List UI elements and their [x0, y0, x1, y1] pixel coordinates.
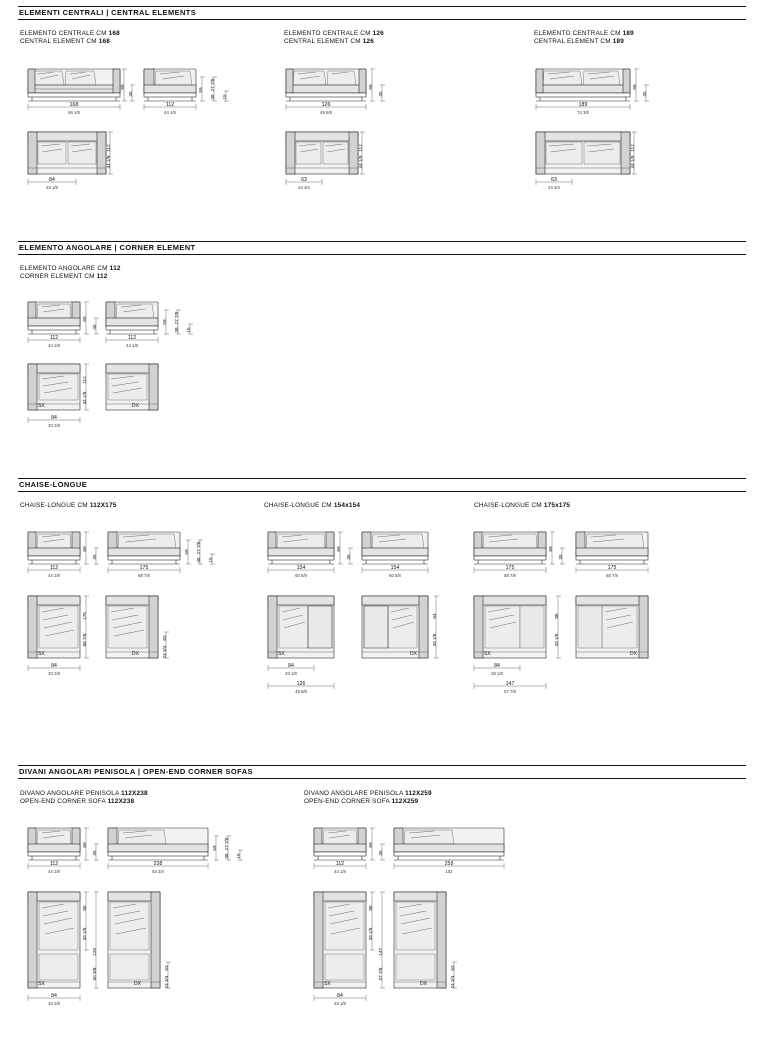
dim-h35-corner: 35	[92, 324, 97, 330]
label-dx-open238: DX	[134, 981, 141, 987]
dim-112-corner-in: 44 1/8	[48, 343, 60, 348]
drawing-open259-elevations	[300, 818, 540, 888]
dim-63: 63	[301, 177, 307, 183]
dim-84-open259: 84	[337, 993, 343, 999]
dim-h15-chaise: 15	[208, 557, 213, 563]
dim-175-plan-chaise: 175	[82, 612, 87, 620]
label-sx-open238: SX	[38, 981, 45, 987]
dim-154-b: 154	[390, 565, 400, 571]
dim-84-154: 84	[288, 663, 294, 669]
dim-175-chaise-in: 68 7/8	[138, 573, 150, 578]
dim-84-open238-in: 33 1/8	[48, 1001, 60, 1006]
dim-84: 84	[49, 177, 55, 183]
dim-84-175: 84	[494, 663, 500, 669]
dim-24-open259: 24 3/4	[450, 975, 455, 989]
dim-128-open238: 128	[92, 948, 97, 956]
dim-112-open238-in: 44 1/8	[48, 869, 60, 874]
dim-126-154: 126	[296, 681, 306, 687]
dim-h89-189: 89	[632, 84, 637, 90]
drawing-central126-plan	[280, 128, 400, 203]
label-dx-chaise154: DX	[410, 651, 417, 657]
dim-175-a-in: 68 7/8	[504, 573, 516, 578]
dim-126-154-in: 49 5/8	[295, 689, 307, 694]
dim-168-in: 66 1/8	[68, 110, 80, 115]
dim-h59-open238: 59	[212, 845, 217, 851]
dim-126: 126	[321, 102, 331, 108]
dim-h89-126: 89	[368, 84, 373, 90]
item-title-central126: ELEMENTO CENTRALE CM 126 CENTRAL ELEMENT CM 126	[284, 30, 384, 46]
dim-h59: 59	[198, 87, 203, 93]
dim-112-corner-side: 112	[127, 335, 137, 341]
dim-238-in: 93 3/4	[152, 869, 164, 874]
dim-147-175-in: 57 7/8	[504, 689, 516, 694]
drawing-chaise112-plans	[14, 592, 204, 702]
dim-h15: 15	[222, 94, 227, 100]
dim-h35-chaise: 35	[92, 554, 97, 560]
dim-h89-chaise: 89	[82, 546, 87, 552]
dim-h35-open238: 35	[92, 850, 97, 856]
dim-112-v: 112	[106, 144, 111, 152]
dim-h38-open238: 38	[224, 853, 229, 859]
drawing-corner112-elevations	[14, 292, 214, 362]
dim-112-v-189: 112	[630, 144, 635, 152]
dim-h59-chaise: 59	[184, 549, 189, 555]
dim-112-in: 44 1/8	[164, 110, 176, 115]
dim-h89-154: 89	[336, 546, 341, 552]
item-title-central189: ELEMENTO CENTRALE CM 189 CENTRAL ELEMENT CM 189	[534, 30, 634, 46]
dim-h35-open259: 35	[378, 850, 383, 856]
dim-33-v-175: 33 1/8	[554, 633, 559, 647]
dim-33-open238: 33 1/8	[82, 927, 87, 941]
dim-57-open259: 57 7/8	[378, 967, 383, 981]
dim-h35-189: 35	[642, 91, 647, 97]
item-title-open238: DIVANO ANGOLARE PENISOLA 112X238 OPEN-END CORNER SOFA 112X238	[20, 790, 148, 806]
label-dx-chaise175: DX	[630, 651, 637, 657]
dim-63-open238: 63	[164, 965, 169, 971]
dim-h89-open238: 89	[82, 842, 87, 848]
dim-112-plan-corner: 112	[82, 376, 87, 384]
dim-112-corner-side-in: 44 1/8	[126, 343, 138, 348]
dim-h38: 38	[210, 94, 215, 100]
drawing-chaise112-elevations	[14, 522, 224, 592]
dim-h38-chaise: 38	[196, 557, 201, 563]
dim-112-open238: 112	[49, 861, 59, 867]
dim-h89-open259: 89	[368, 842, 373, 848]
dim-63-189-in: 24 3/4	[548, 185, 560, 190]
dim-154-a-in: 60 5/8	[295, 573, 307, 578]
item-title-chaise112: CHAISE-LONGUE CM 112X175	[20, 502, 117, 509]
section-header-central: ELEMENTI CENTRALI | CENTRAL ELEMENTS	[18, 6, 746, 20]
dim-63-189: 63	[551, 177, 557, 183]
drawing-central189-plan	[530, 128, 660, 203]
dim-154-b-in: 60 5/8	[389, 573, 401, 578]
dim-h27-open238: 27 7/8	[224, 837, 229, 851]
drawing-open238-elevations	[14, 818, 254, 888]
item-title-open259: DIVANO ANGOLARE PENISOLA 112X259 OPEN-END CORNER SOFA 112X259	[304, 790, 432, 806]
dim-h27-corner: 27 7/8	[174, 311, 179, 325]
label-sx-open259: SX	[324, 981, 331, 987]
label-dx-corner: DX	[132, 403, 139, 409]
dim-189-in: 74 3/8	[577, 110, 589, 115]
dim-50-open238: 50 3/8	[92, 967, 97, 981]
dim-h35-126: 35	[378, 91, 383, 97]
dim-33-open259: 33 1/8	[368, 927, 373, 941]
dim-h89-corner: 89	[82, 316, 87, 322]
dim-112-v-189-in: 44 1/8	[630, 155, 635, 169]
label-dx-chaise112: DX	[132, 651, 139, 657]
dim-259-in: 102	[445, 869, 453, 874]
dim-h35: 35	[128, 91, 133, 97]
dim-84-in: 33 1/8	[46, 185, 58, 190]
drawing-corner112-plans	[14, 360, 194, 445]
dim-h15-open238: 15	[236, 853, 241, 859]
drawing-chaise175-elevations	[468, 522, 668, 592]
dim-84-corner-in: 33 1/8	[48, 423, 60, 428]
dim-175-b: 175	[607, 565, 617, 571]
label-sx-corner: SX	[38, 403, 45, 409]
dim-63-open259: 63	[450, 965, 455, 971]
dim-175-a: 175	[505, 565, 515, 571]
dim-112-v-126-in: 44 1/8	[358, 155, 363, 169]
dim-168: 168	[69, 102, 79, 108]
dim-44-plan-corner: 44 1/8	[82, 391, 87, 405]
drawing-chaise154-plans	[262, 592, 452, 722]
dim-h27: 27 7/8	[210, 78, 215, 92]
section-header-chaise: CHAISE-LONGUE	[18, 478, 746, 492]
drawing-chaise175-plans	[468, 592, 678, 722]
dim-86-open259: 86	[368, 905, 373, 911]
dim-84-v-154: 84	[432, 613, 437, 619]
dim-h27-chaise: 27 7/8	[196, 541, 201, 555]
dim-h59-corner: 59	[162, 319, 167, 325]
item-title-central168: ELEMENTO CENTRALE CM 168 CENTRAL ELEMENT CM 168	[20, 30, 120, 46]
dim-86-open238: 86	[82, 905, 87, 911]
dim-175-chaise: 175	[139, 565, 149, 571]
dim-112-v-126: 112	[358, 144, 363, 152]
drawing-central189-elevations	[530, 55, 650, 130]
dim-h15-corner: 15	[186, 327, 191, 333]
label-sx-chaise175: SX	[484, 651, 491, 657]
dim-h38-corner: 38	[174, 327, 179, 333]
dim-84-corner: 84	[51, 415, 57, 421]
dim-63-in: 24 3/4	[298, 185, 310, 190]
dim-84-chaise: 84	[51, 663, 57, 669]
dim-84-chaise-in: 33 1/8	[48, 671, 60, 676]
dim-112-corner: 112	[49, 335, 59, 341]
dim-112-open259-in: 44 1/8	[334, 869, 346, 874]
dim-112-chaise: 112	[49, 565, 59, 571]
dim-84-175-in: 33 1/8	[491, 671, 503, 676]
item-title-corner112: ELEMENTO ANGOLARE CM 112 CORNER ELEMENT CM 112	[20, 265, 121, 281]
dim-147-175: 147	[505, 681, 515, 687]
dim-84-154-in: 33 1/8	[285, 671, 297, 676]
label-sx-chaise112: SX	[38, 651, 45, 657]
dim-86-v-175: 86	[554, 613, 559, 619]
dim-112-open259: 112	[335, 861, 345, 867]
section-header-openend: DIVANI ANGOLARI PENISOLA | OPEN-END CORNER SOFAS	[18, 765, 746, 779]
drawing-central168-plan	[14, 128, 144, 203]
drawing-chaise154-elevations	[262, 522, 452, 592]
dim-68-plan-chaise: 68 7/8	[82, 633, 87, 647]
dim-175-b-in: 68 7/8	[606, 573, 618, 578]
drawing-open238-plans	[14, 888, 214, 1028]
dim-238: 238	[153, 861, 163, 867]
dim-h35-154: 35	[346, 554, 351, 560]
dim-112-v-in: 44 1/8	[106, 155, 111, 169]
dim-33-v-154: 33 1/8	[432, 633, 437, 647]
dim-154-a: 154	[296, 565, 306, 571]
section-header-corner: ELEMENTO ANGOLARE | CORNER ELEMENT	[18, 241, 746, 255]
item-title-chaise175: CHAISE-LONGUE CM 175x175	[474, 502, 571, 509]
drawing-central168-elevations	[14, 55, 244, 130]
dim-84-open259-in: 33 1/8	[334, 1001, 346, 1006]
label-sx-chaise154: SX	[278, 651, 285, 657]
dim-112: 112	[165, 102, 175, 108]
item-title-chaise154: CHAISE-LONGUE CM 154x154	[264, 502, 361, 509]
dim-24-chaise: 24 3/4	[162, 645, 167, 659]
dim-126-in: 49 5/8	[320, 110, 332, 115]
dim-63-chaise: 63	[162, 635, 167, 641]
dim-h89-175: 89	[548, 546, 553, 552]
drawing-central126-elevations	[280, 55, 390, 130]
dim-189: 189	[578, 102, 588, 108]
dim-24-open238: 24 3/4	[164, 975, 169, 989]
dim-h35-175: 35	[558, 554, 563, 560]
dim-84-open238: 84	[51, 993, 57, 999]
dim-147-open259: 147	[378, 948, 383, 956]
dim-259: 259	[444, 861, 454, 867]
dim-112-chaise-in: 44 1/8	[48, 573, 60, 578]
label-dx-open259: DX	[420, 981, 427, 987]
drawing-open259-plans	[300, 888, 500, 1028]
dim-h89: 89	[120, 84, 125, 90]
